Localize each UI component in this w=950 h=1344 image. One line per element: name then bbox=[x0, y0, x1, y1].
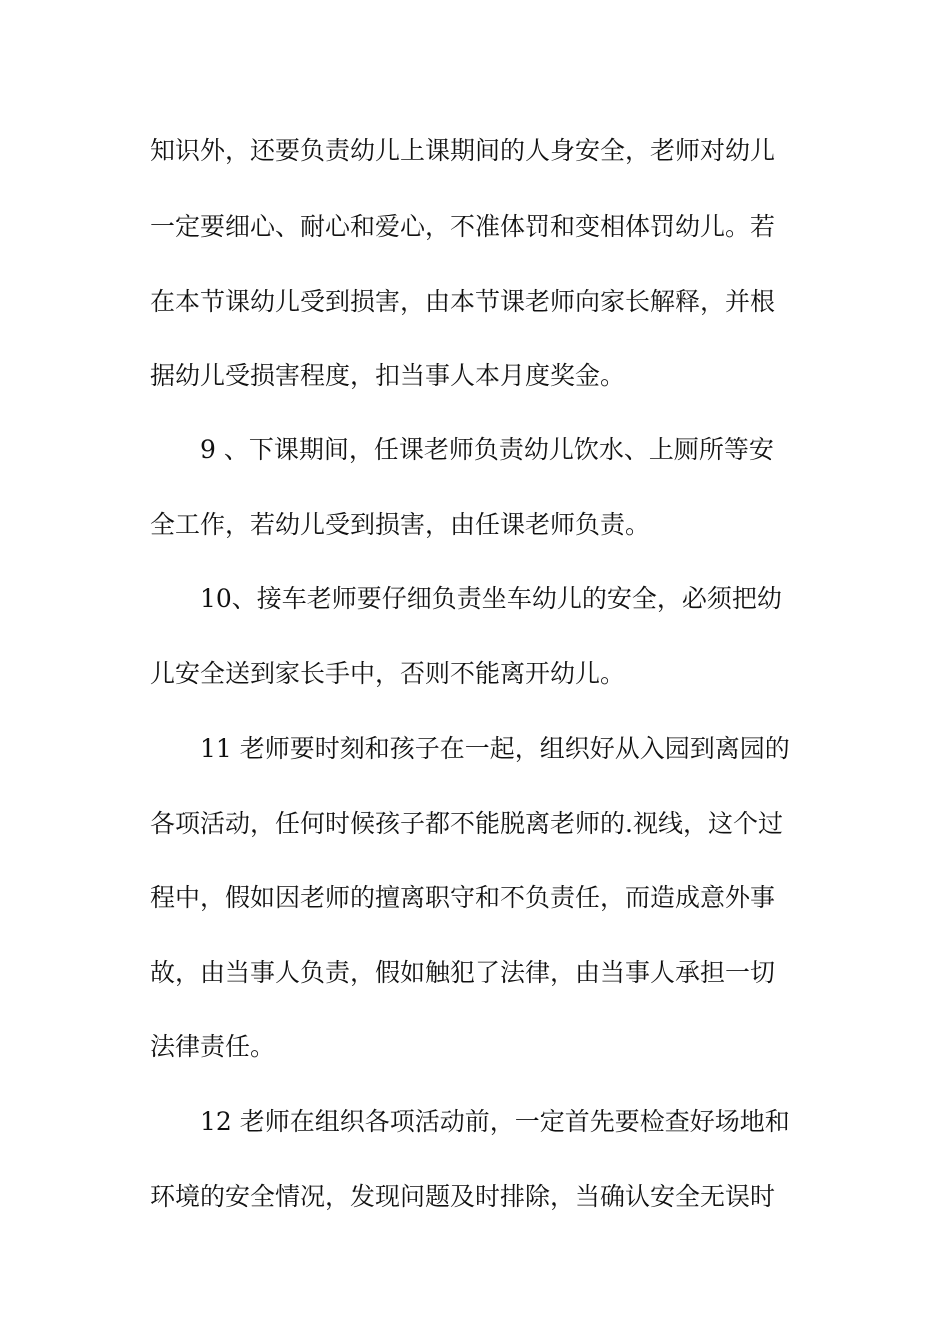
text-line: 一定要细心、耐心和爱心，不准体罚和变相体罚幼儿。若 bbox=[150, 212, 776, 241]
text-line: 法律责任。 bbox=[150, 1032, 276, 1061]
text-line: 环境的安全情况，发现问题及时排除，当确认安全无误时 bbox=[150, 1182, 776, 1211]
paragraph-9-line: 9 、下课期间，任课老师负责幼儿饮水、上厕所等安 bbox=[200, 435, 774, 464]
text-line: 程中，假如因老师的擅离职守和不负责任，而造成意外事 bbox=[150, 883, 776, 912]
text-line: 在本节课幼儿受到损害，由本节课老师向家长解释，并根 bbox=[150, 287, 776, 316]
text-line: 故，由当事人负责，假如触犯了法律，由当事人承担一切 bbox=[150, 958, 776, 987]
text-line: 知识外，还要负责幼儿上课期间的人身安全，老师对幼儿 bbox=[150, 136, 776, 165]
paragraph-11-line: 11 老师要时刻和孩子在一起，组织好从入园到离园的 bbox=[200, 734, 790, 763]
text-line: 儿安全送到家长手中，否则不能离开幼儿。 bbox=[150, 659, 626, 688]
text-line: 据幼儿受损害程度，扣当事人本月度奖金。 bbox=[150, 361, 626, 390]
paragraph-12-line: 12 老师在组织各项活动前，一定首先要检查好场地和 bbox=[200, 1107, 790, 1136]
text-line: 各项活动，任何时候孩子都不能脱离老师的.视线，这个过 bbox=[150, 809, 783, 838]
text-line: 全工作，若幼儿受到损害，由任课老师负责。 bbox=[150, 510, 651, 539]
paragraph-10-line: 10、接车老师要仔细负责坐车幼儿的安全，必须把幼 bbox=[200, 584, 782, 613]
